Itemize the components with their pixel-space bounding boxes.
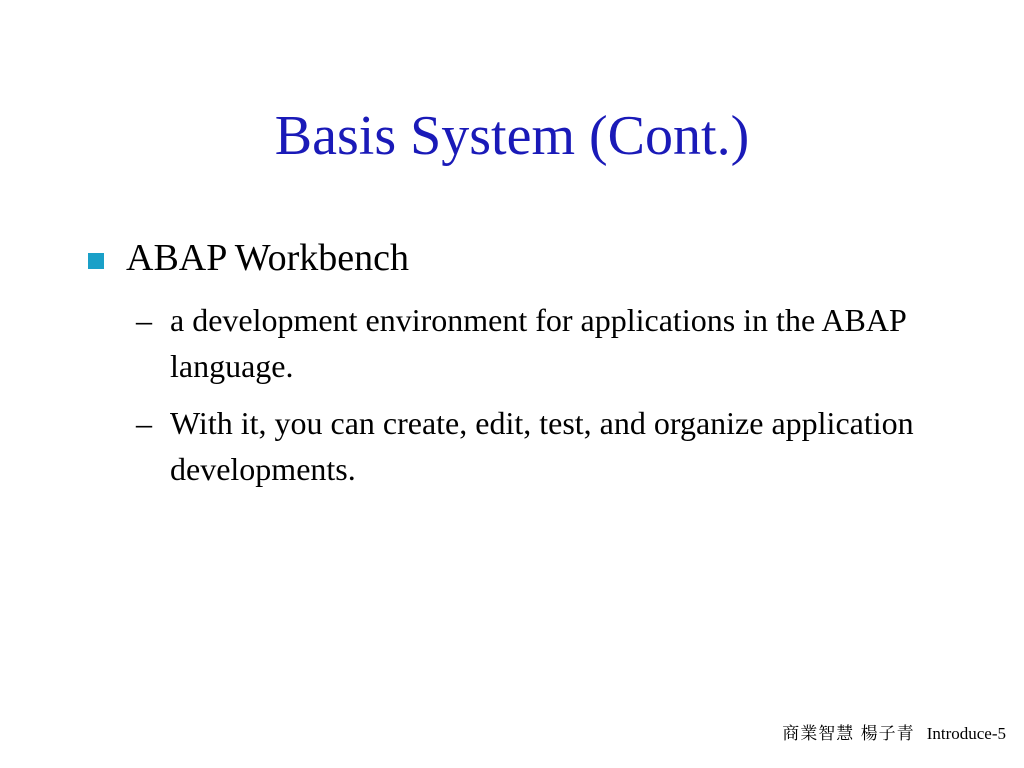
dash-marker: –	[136, 302, 152, 338]
slide-title: Basis System (Cont.)	[274, 105, 750, 167]
square-bullet-icon	[88, 253, 104, 269]
sub-item	[136, 400, 936, 492]
footer-page-number: Introduce-5	[926, 724, 1006, 743]
sub-item-text: With it, you can create, edit, test, and organize application developments.	[170, 405, 914, 487]
dash-marker: –	[136, 405, 152, 441]
bullet-text: ABAP Workbench	[126, 237, 409, 279]
bullet-item	[88, 232, 948, 284]
footer-author: 商業智慧 楊子青	[782, 724, 915, 744]
sub-item	[136, 297, 936, 389]
sub-item-text: a development environment for applications in the ABAP language.	[170, 302, 906, 384]
slide-footer	[782, 722, 1006, 746]
